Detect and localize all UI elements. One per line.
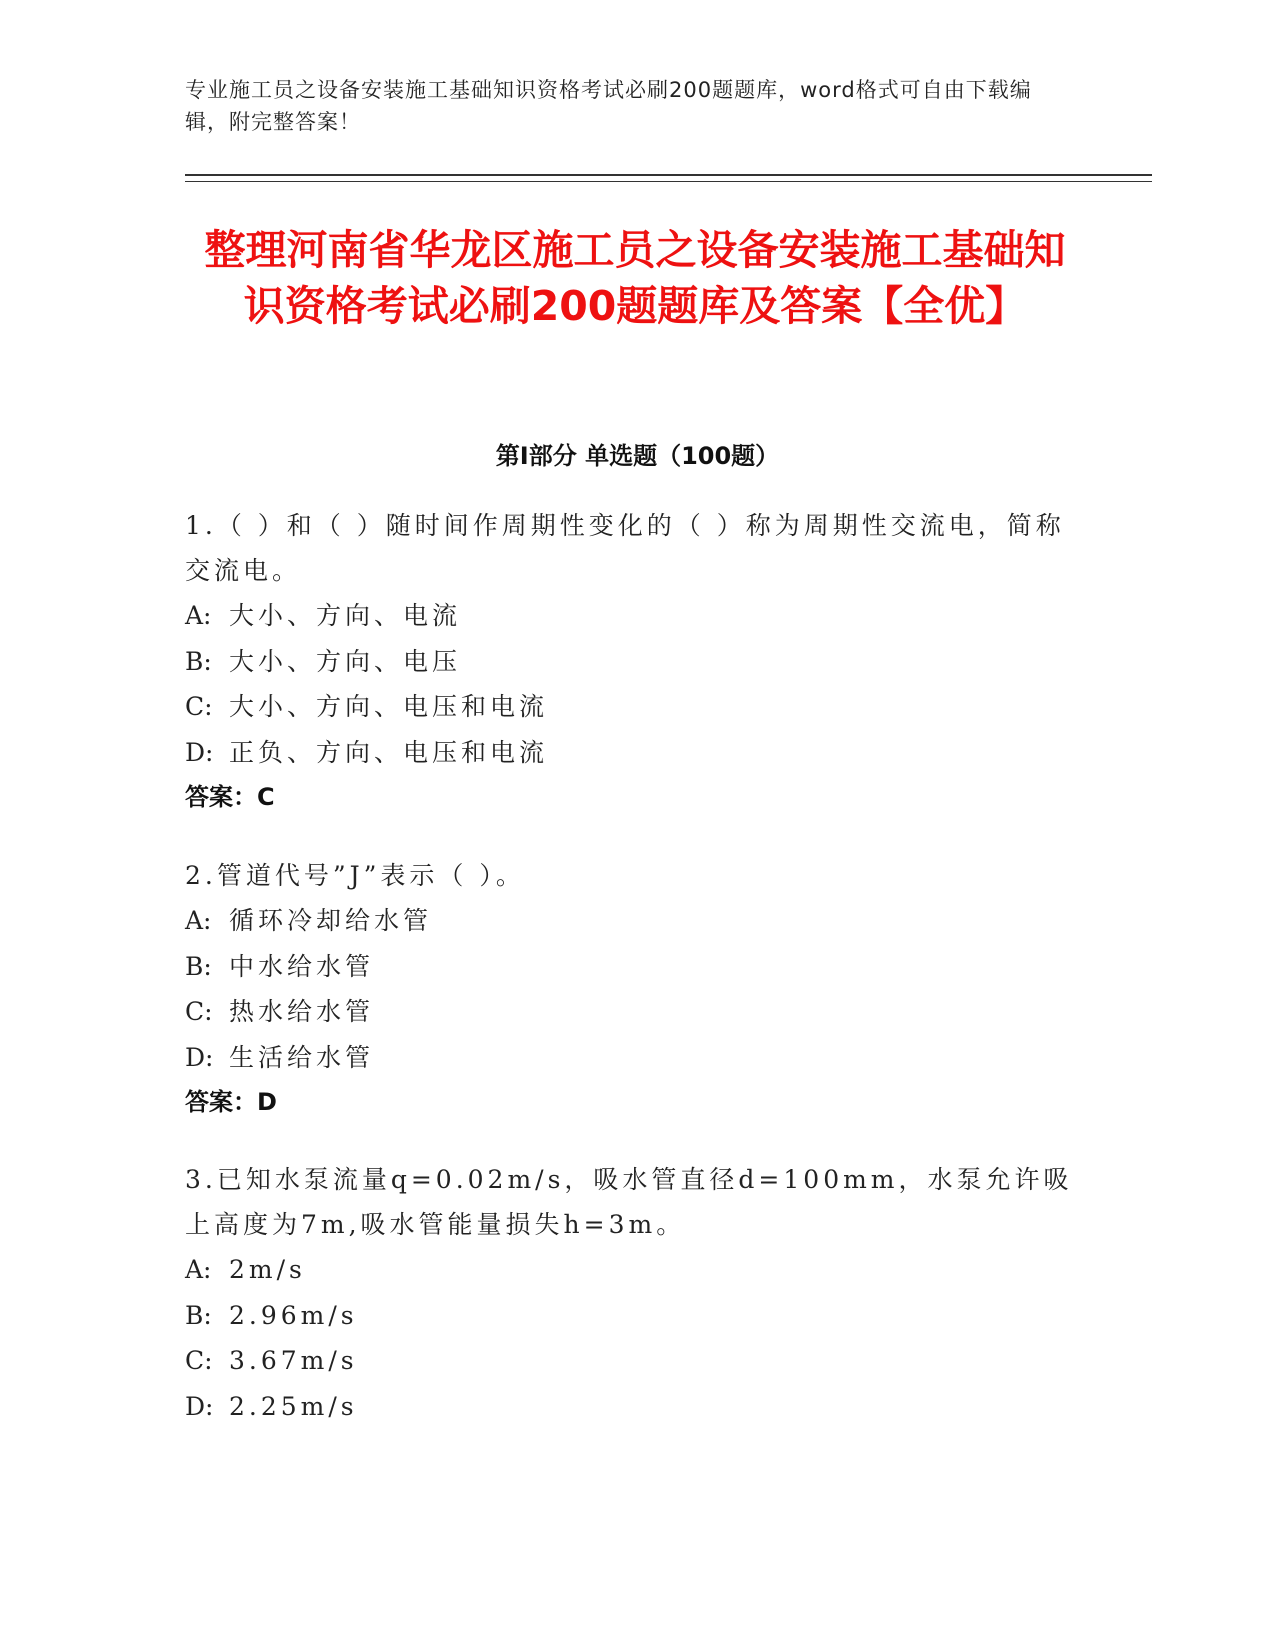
answer-line: 答案：C [185, 783, 275, 811]
question-stem: 3.已知水泵流量q=0.02m/s，吸水管直径d=100mm，水泵允许吸上高度为7m,吸水管能量损失h=3m。 [185, 1165, 1073, 1239]
option-c [185, 1338, 1075, 1384]
option-text: 大小、方向、电压 [229, 646, 462, 676]
option-key: C: [185, 692, 213, 721]
answer-line: 答案：D [185, 1088, 277, 1116]
option-text: 循环冷却给水管 [229, 906, 433, 935]
option-text: 大小、方向、电压和电流 [229, 692, 549, 721]
option-d [185, 730, 1075, 776]
option-key: C: [185, 1346, 213, 1375]
option-d [185, 1035, 1075, 1081]
option-text: 热水给水管 [229, 997, 375, 1026]
question-stem: 1.（ ）和（ ）随时间作周期性变化的（ ）称为周期性交流电，简称交流电。 [185, 511, 1065, 585]
option-key: A: [185, 1255, 212, 1284]
option-c [185, 989, 1075, 1035]
option-key: D: [185, 1391, 214, 1421]
option-key: B: [185, 646, 212, 676]
option-key: D: [185, 737, 214, 767]
option-b [185, 944, 1075, 990]
option-b [185, 639, 1075, 685]
header-divider-thick [185, 174, 1152, 176]
option-key: B: [185, 1300, 212, 1330]
option-text: 大小、方向、电流 [229, 601, 462, 630]
option-c [185, 684, 1075, 730]
option-key: A: [185, 601, 212, 630]
option-key: D: [185, 1042, 214, 1072]
question-3 [185, 1157, 1075, 1429]
question-2 [185, 853, 1075, 1125]
option-key: C: [185, 997, 213, 1026]
option-text: 正负、方向、电压和电流 [229, 737, 549, 767]
option-key: A: [185, 906, 212, 935]
option-a [185, 1247, 1075, 1293]
header-divider-thin [185, 181, 1152, 182]
option-key: B: [185, 951, 212, 981]
document-title: 整理河南省华龙区施工员之设备安装施工基础知识资格考试必刷200题题库及答案【全优】 [204, 226, 1066, 330]
option-text: 3.67m/s [229, 1346, 358, 1375]
option-text: 2.96m/s [229, 1300, 358, 1330]
question-1 [185, 503, 1075, 820]
option-b [185, 1293, 1075, 1339]
option-text: 2.25m/s [229, 1391, 358, 1421]
option-text: 生活给水管 [229, 1042, 375, 1072]
option-text: 中水给水管 [229, 951, 375, 981]
option-a [185, 593, 1075, 639]
option-text: 2m/s [229, 1255, 306, 1284]
option-d [185, 1384, 1075, 1430]
option-a [185, 898, 1075, 944]
question-stem: 2.管道代号”J”表示（ ）。 [185, 861, 525, 890]
section-title: 第Ⅰ部分 单选题（100题） [495, 442, 780, 470]
header-note: 专业施工员之设备安装施工基础知识资格考试必刷200题题库，word格式可自由下载编辑，附完整答案！ [185, 78, 1032, 134]
